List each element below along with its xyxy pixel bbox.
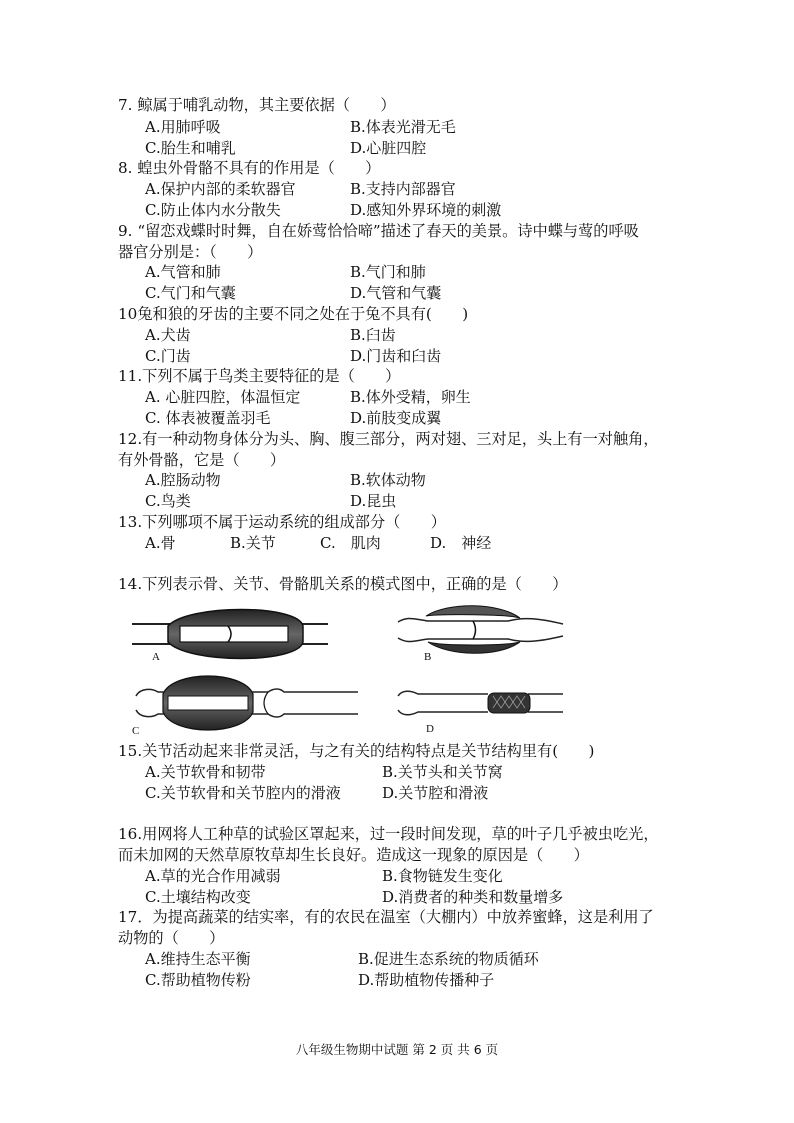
question-8-stem: 8. 蝗虫外骨骼不具有的作用是（ ）	[118, 159, 381, 177]
bone-joint-muscle-figure	[128, 604, 568, 736]
question-13-option-d: D. 神经	[430, 534, 492, 552]
question-8-option-c: C.防止体内水分散失	[145, 201, 281, 219]
question-9-option-c: C.气门和气囊	[145, 284, 236, 302]
question-10-option-b: B.臼齿	[350, 326, 396, 344]
question-14-stem: 14.下列表示骨、关节、骨骼肌关系的模式图中，正确的是（ ）	[118, 575, 568, 593]
question-17-option-c: C.帮助植物传粉	[145, 971, 251, 989]
question-16-option-a: A.草的光合作用减弱	[145, 867, 281, 885]
diagram-b-label: B	[424, 651, 432, 663]
question-16-option-b: B.食物链发生变化	[382, 867, 503, 885]
question-15-option-b: B.关节头和关节窝	[382, 763, 503, 781]
question-17-option-b: B.促进生态系统的物质循环	[358, 950, 539, 968]
question-9-stem-line1: 9. “留恋戏蝶时时舞，自在娇莺恰恰啼”描述了春天的美景。诗中蝶与莺的呼吸	[118, 222, 639, 240]
question-16-stem-line1: 16.用网将人工种草的试验区罩起来，过一段时间发现，草的叶子几乎被虫吃光，	[118, 825, 659, 843]
question-10-option-a: A.犬齿	[145, 326, 191, 344]
question-13-option-b: B.关节	[230, 534, 276, 552]
question-17-option-a: A.维持生态平衡	[145, 950, 251, 968]
diagram-c	[132, 676, 358, 736]
question-9-option-d: D.气管和气囊	[350, 284, 442, 302]
question-15-option-a: A.关节软骨和韧带	[145, 763, 266, 781]
question-13-option-a: A.骨	[145, 534, 176, 552]
question-12-option-b: B.软体动物	[350, 471, 426, 489]
question-16-option-c: C.土壤结构改变	[145, 888, 251, 906]
question-8-option-d: D.感知外界环境的刺激	[350, 201, 502, 219]
question-7-option-a: A.用肺呼吸	[145, 118, 221, 136]
diagram-d	[398, 691, 563, 735]
question-9-option-a: A.气管和肺	[145, 263, 221, 281]
diagram-a-label: A	[152, 651, 160, 663]
question-11-option-a: A. 心脏四腔，体温恒定	[145, 388, 301, 406]
question-9-stem-line2: 器官分别是：（ ）	[118, 243, 263, 261]
question-17-option-d: D.帮助植物传播种子	[358, 971, 495, 989]
question-13-option-c: C. 肌肉	[320, 534, 381, 552]
diagram-c-label: C	[132, 725, 140, 736]
question-7-stem: 7. 鲸属于哺乳动物，其主要依据（ ）	[118, 96, 396, 114]
question-7-option-c: C.胎生和哺乳	[145, 139, 236, 157]
question-17-stem-line1: 17．为提高蔬菜的结实率，有的农民在温室（大棚内）中放养蜜蜂，这是利用了	[118, 908, 654, 926]
question-16-stem-line2: 而未加网的天然草原牧草却生长良好。造成这一现象的原因是（ ）	[118, 846, 589, 864]
question-11-option-b: B.体外受精，卵生	[350, 388, 471, 406]
question-10-option-d: D.门齿和臼齿	[350, 347, 442, 365]
question-15-option-d: D.关节腔和滑液	[382, 784, 489, 802]
question-11-stem: 11.下列不属于鸟类主要特征的是（ ）	[118, 367, 401, 385]
question-10-stem: 10兔和狼的牙齿的主要不同之处在于兔不具有( )	[118, 305, 469, 323]
question-12-stem-line2: 有外骨骼，它是（ ）	[118, 451, 286, 469]
question-8-option-b: B.支持内部器官	[350, 180, 456, 198]
question-13-stem: 13.下列哪项不属于运动系统的组成部分（ ）	[118, 513, 446, 531]
diagram-b	[398, 606, 563, 663]
question-15-option-c: C.关节软骨和关节腔内的滑液	[145, 784, 341, 802]
question-12-option-c: C.鸟类	[145, 492, 191, 510]
diagram-a	[132, 610, 328, 664]
question-12-option-a: A.腔肠动物	[145, 471, 221, 489]
page-footer: 八年级生物期中试题 第 2 页 共 6 页	[295, 1042, 499, 1057]
question-12-stem-line1: 12.有一种动物身体分为头、胸、腹三部分，两对翅、三对足，头上有一对触角，	[118, 430, 659, 448]
question-9-option-b: B.气门和肺	[350, 263, 426, 281]
question-8-option-a: A.保护内部的柔软器官	[145, 180, 296, 198]
question-7-option-b: B.体表光滑无毛	[350, 118, 456, 136]
question-15-stem: 15.关节活动起来非常灵活，与之有关的结构特点是关节结构里有( )	[118, 742, 595, 760]
question-12-option-d: D.昆虫	[350, 492, 397, 510]
question-11-option-c: C. 体表被覆盖羽毛	[145, 409, 271, 427]
diagram-d-label: D	[426, 723, 434, 735]
question-7-option-d: D.心脏四腔	[350, 139, 427, 157]
question-17-stem-line2: 动物的（ ）	[118, 929, 225, 947]
question-11-option-d: D.前肢变成翼	[350, 409, 442, 427]
question-16-option-d: D.消费者的种类和数量增多	[382, 888, 564, 906]
question-10-option-c: C.门齿	[145, 347, 191, 365]
